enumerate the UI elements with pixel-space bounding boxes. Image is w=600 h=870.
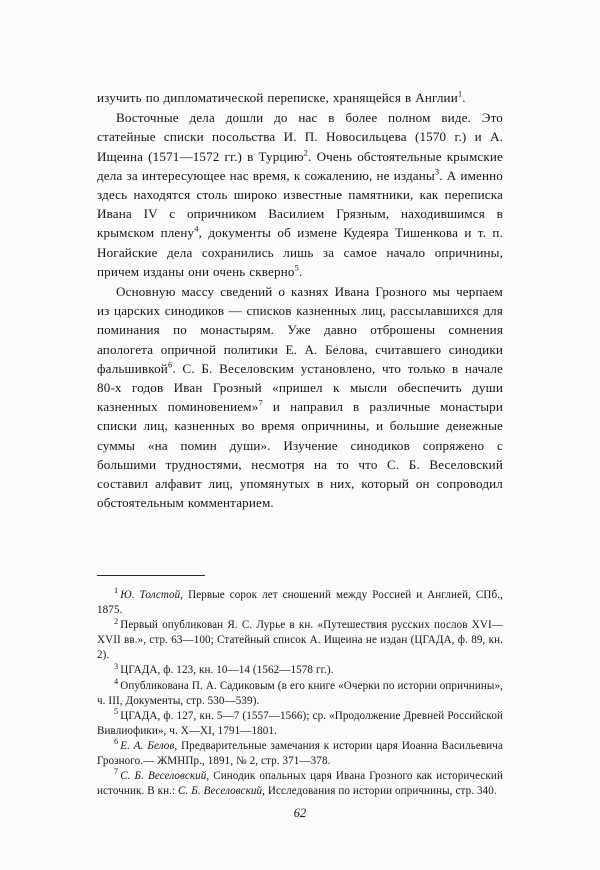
footnote-number: 6: [114, 737, 119, 747]
footnote-item: $^5$ ЦГАДА, ф. 127, кн. 5—7 (1557—1566); ср. «Продолжение Древней Российской Вивлиофики», ч. X—XI, 1791—1801.: [97, 707, 503, 737]
footnote-separator-rule: [97, 575, 205, 576]
footnote-marker: 2: [303, 147, 309, 158]
footnote-number: 3: [114, 661, 119, 671]
footnote-author: С. Б. Веселовский,: [178, 785, 266, 798]
footnote-author: С. Б. Веселовский,: [120, 770, 210, 783]
page-number: 62: [293, 806, 307, 820]
footnote-number: 7: [114, 767, 119, 777]
footnote-item: $^1$ Ю. Толстой, Первые сорок лет сношений между Россией и Англией, СПб., 1875.: [97, 586, 504, 617]
paragraph: Основную массу сведений о казнях Ивана Грозного мы черпаем из царских синодиков — списков казненных лиц, рассылавшихся для поминания по монастырям. Уже давно отброшены сомнения апологета опричной политики Е. А. Белова, считавшего синодики фальшивкой$^6$. С. Б. Веселовским установлено, что только в начале 80-х годов Иван Грозный «пришел к мысли обеспечить души казненных поминовением»$^7$ и направил в различные монастыри списки лиц, казненных во время опричнины, и большие денежные суммы «на помин души». Изучение синодиков сопряжено с большими трудностями, несмотря на то что С. Б. Веселовский составил алфавит лиц, упомянутых в них, который он сопроводил обстоятельным комментарием.: [97, 284, 503, 511]
footnote-item: $^7$ С. Б. Веселовский, Синодик опальных царя Ивана Грозного как исторический источник. В кн.: С. Б. Веселовский, Исследования по истории опричнины, стр. 340.: [97, 767, 503, 798]
footnote-number: 1: [114, 586, 119, 596]
footnote-marker: 4: [194, 224, 199, 235]
paragraph: Восточные дела дошли до нас в более полном виде. Это статейные списки посольства И. П. Новосильцева (1570 г.) и А. Ищеина (1571—1572 гг.) в Турцию$^2$. Очень обстоятельные крымские дела за интересующее нас время, к сожалению, не изданы$^3$. А именно здесь находятся столь широко известные памятники, как переписка Ивана IV с опричником Василием Грязным, находившимся в крымском плену$^4$, документы об измене Кудеяра Тишенкова и т. п. Ногайские дела сохранились лишь за самое начало опричнины, причем изданы они очень скверно$^5$.: [97, 110, 503, 279]
footnote-item: $^3$ ЦГАДА, ф. 123, кн. 10—14 (1562—1578 гг.).: [114, 661, 334, 677]
body-text-column: [97, 88, 503, 512]
footnote-marker: 5: [294, 262, 299, 273]
footnote-marker: 3: [434, 166, 440, 177]
footnote-marker: 6: [167, 359, 173, 370]
footnote-marker: 7: [258, 397, 263, 408]
footnote-item: $^2$ Первый опубликован Я. С. Лурье в кн. «Путешествия русских послов XVI—XVII вв.», стр. 63—100; Статейный список А. Ищеина не издан (ЦГАДА, ф. 89, кн. 2).: [97, 616, 503, 662]
paragraph: изучить по дипломатической переписке, хранящейся в Англии$^1$.: [97, 88, 466, 105]
footnote-number: 2: [114, 616, 119, 626]
footnote-item: $^6$ Е. А. Белов, Предварительные замечания к истории царя Иоанна Васильевича Грозного.— ЖМНПр., 1891, № 2, стр. 371—378.: [97, 737, 503, 768]
footnote-marker: 1: [457, 88, 463, 99]
footnote-number: 5: [114, 707, 119, 717]
footnote-author: Ю. Толстой,: [120, 589, 184, 601]
footnote-item: $^4$ Опубликована П. А. Садиковым (в его книге «Очерки по истории опричнины», ч. III, Документы, стр. 530—539).: [97, 676, 503, 707]
footnote-list: [97, 588, 503, 799]
footnote-number: 4: [114, 676, 119, 686]
footnote-author: Е. А. Белов,: [120, 739, 178, 752]
